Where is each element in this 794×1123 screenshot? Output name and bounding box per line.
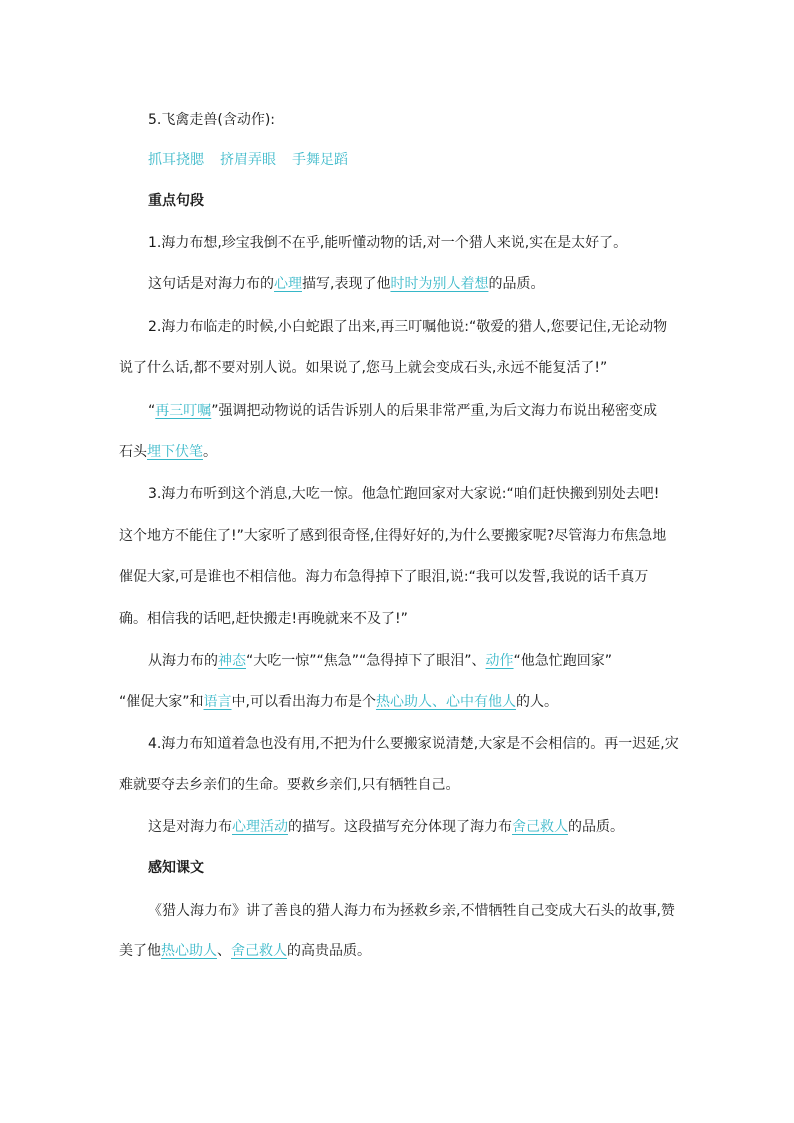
s3-analysis-line1 [148,651,678,671]
s3-answer-4: 热心助人、心中有他人 [375,694,516,710]
section5-word-list [148,150,678,170]
s4-analysis [148,817,678,837]
perceive-line1: 《猎人海力布》讲了善良的猎人海力布为拯救乡亲,不惜牺牲自己变成大石头的故事,赞 [148,903,675,919]
s3-a2-post: 的人。 [515,694,558,710]
s3-analysis-line2 [119,692,649,712]
perceive-l2-mid: 、 [217,943,231,959]
s3-a-pre: 从海力布的 [148,653,218,669]
s1-answer-1: 心理 [274,276,302,292]
s2-analysis-line2 [119,442,649,462]
s2-answer-1: 再三叮嘱 [155,403,212,419]
key-sentences-heading: 重点句段 [148,193,204,209]
s3-a-mid2: “他急忙跑回家” [513,653,613,669]
word-1: 抓耳挠腮 [148,152,204,168]
perceive-line2 [119,941,649,961]
s4-a-mid: 的描写。这段描写充分体现了海力布 [288,819,512,835]
s1-a-pre: 这句话是对海力布的 [148,276,274,292]
s1-answer-2: 时时为别人着想 [390,276,489,292]
s4-line2: 难就要夺去乡亲们的生命。要救乡亲们,只有牺牲自己。 [119,777,460,793]
s2-analysis-line1 [148,401,678,421]
s4-answer-1: 心理活动 [232,819,288,835]
s2-a2-post: 。 [203,444,217,460]
s3-answer-2: 动作 [485,653,514,669]
section5-title: 5.飞禽走兽(含动作): [148,112,275,128]
s2-a2-pre: 石头 [119,444,147,460]
s4-a-pre: 这是对海力布 [148,819,232,835]
s3-line4: 确。相信我的话吧,赶快搬走!再晚就来不及了!” [119,611,408,627]
s1-a-post: 的品质。 [488,276,545,292]
s3-answer-1: 神态 [218,653,246,669]
s2-answer-2: 埋下伏笔 [147,444,203,460]
word-2: 挤眉弄眼 [220,152,276,168]
s1-analysis [148,274,678,294]
perceive-l2-post: 的高贵品质。 [287,943,371,959]
perceive-answer-2: 舍己救人 [231,943,287,959]
s3-line3: 催促大家,可是谁也不相信他。海力布急得掉下了眼泪,说:“我可以发誓,我说的话千真万 [119,569,649,585]
s3-line1: 3.海力布听到这个消息,大吃一惊。他急忙跑回家对大家说:“咱们赶快搬到别处去吧! [148,486,660,502]
s3-a-mid1: “大吃一惊”“焦急”“急得掉下了眼泪”、 [246,653,486,669]
s1-a-mid: 描写,表现了他 [302,276,391,292]
perceive-answer-1: 热心助人 [161,943,217,959]
s4-line1: 4.海力布知道着急也没有用,不把为什么要搬家说清楚,大家是不会相信的。再一迟延,灾 [148,736,679,752]
s2-open-quote: “ [148,403,156,419]
s3-a2-pre: “催促大家”和 [119,694,204,710]
s4-a-post: 的品质。 [568,819,624,835]
s1-line1: 1.海力布想,珍宝我倒不在乎,能听懂动物的话,对一个猎人来说,实在是太好了。 [148,235,628,251]
s4-answer-2: 舍己救人 [512,819,568,835]
s3-answer-3: 语言 [203,694,232,710]
perceive-heading: 感知课文 [148,860,204,876]
s3-a2-mid: 中,可以看出海力布是个 [231,694,376,710]
s3-line2: 这个地方不能住了!”大家听了感到很奇怪,住得好好的,为什么要搬家呢?尽管海力布焦急地 [119,528,667,544]
word-3: 手舞足蹈 [292,152,348,168]
s2-line1: 2.海力布临走的时候,小白蛇跟了出来,再三叮嘱他说:“敬爱的猎人,您要记住,无论动物 [148,319,668,335]
s2-line2: 说了什么话,都不要对别人说。如果说了,您马上就会变成石头,永远不能复活了!” [119,360,608,376]
s2-a-rest: ”强调把动物说的话告诉别人的后果非常严重,为后文海力布说出秘密变成 [211,403,657,419]
perceive-l2-pre: 美了他 [119,943,161,959]
